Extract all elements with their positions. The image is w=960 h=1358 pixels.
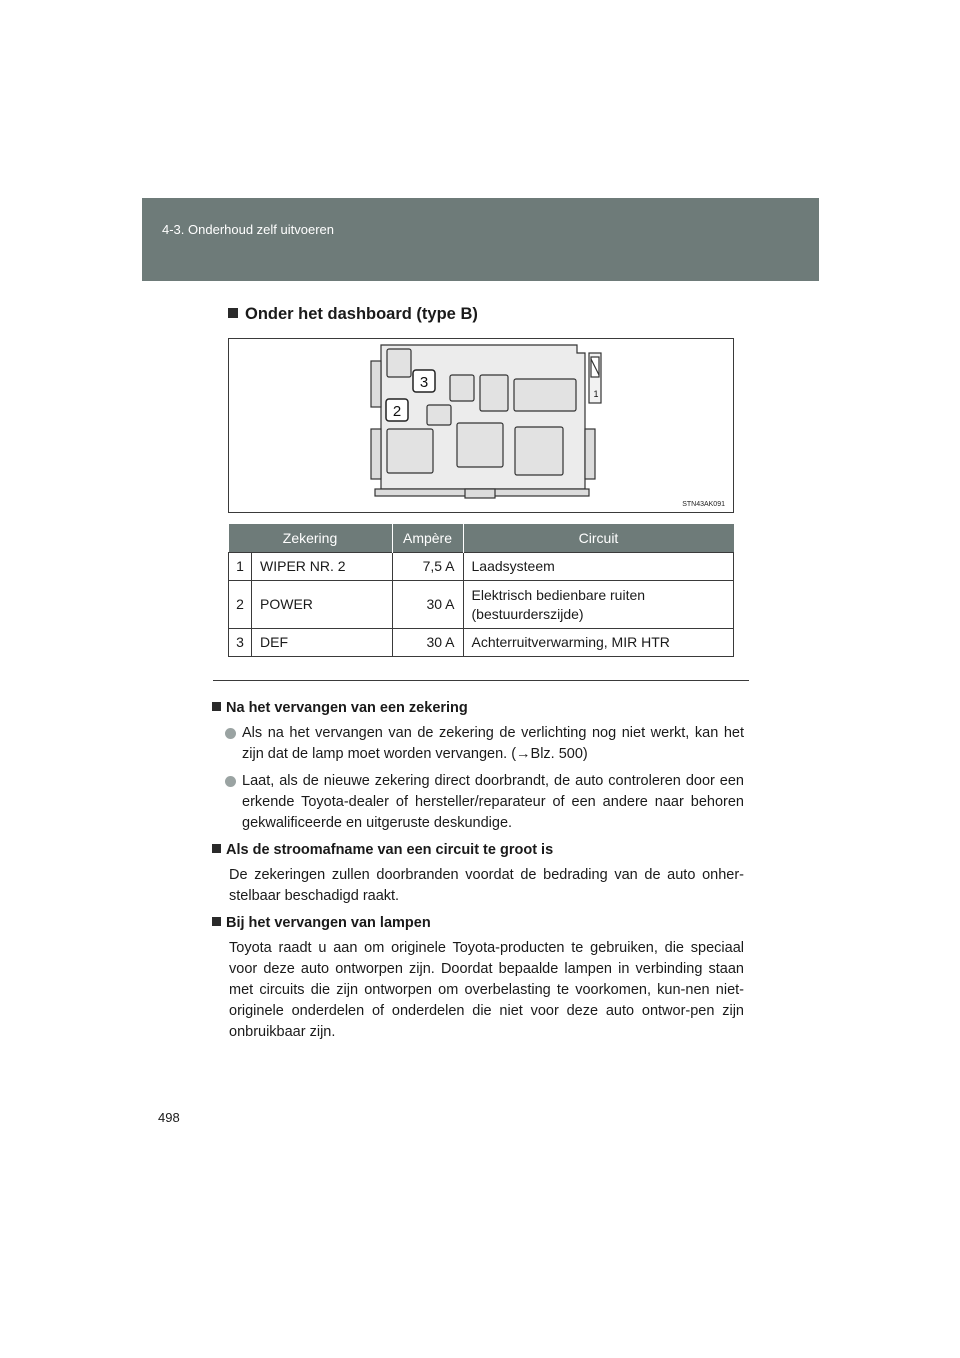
note-bullet xyxy=(212,723,744,765)
fuse-number: 3 xyxy=(229,629,252,657)
circle-bullet-icon xyxy=(225,728,236,739)
fuse-box-diagram xyxy=(228,338,734,513)
circuit-line: (bestuurderszijde) xyxy=(471,605,584,622)
circuit-line: Elektrisch bedienbare ruiten xyxy=(471,586,646,603)
note-heading xyxy=(212,913,744,934)
circle-bullet-icon xyxy=(225,776,236,787)
notes-section xyxy=(212,698,744,1049)
fuse-name: DEF xyxy=(252,629,393,657)
note-paragraph: De zekeringen zullen doorbranden voordat de bedrading van de auto onher-stelbaar beschadigd raakt. xyxy=(229,867,744,904)
note-heading xyxy=(212,840,744,861)
col-header-circuit: Circuit xyxy=(463,524,734,553)
square-bullet-icon xyxy=(212,917,221,926)
table-header-row xyxy=(229,524,734,553)
square-bullet-icon xyxy=(212,844,221,853)
note-bullet xyxy=(212,771,744,834)
note-paragraph: Toyota raadt u aan om originele Toyota-producten te gebruiken, die speciaal voor deze auto ontworpen zijn. Doordat bepaalde lampen in verbinding staan met circuits die zijn ontworpen om overbelasting te voorkomen, kun-nen niet-originele onderdelen of onderdelen die niet voor deze auto ontwor-pen zijn onbruikbaar zijn. xyxy=(229,940,744,1040)
heading-text: Onder het dashboard (type B) xyxy=(245,305,478,323)
table-row xyxy=(229,629,734,657)
fuse-amperage: 30 A xyxy=(392,581,463,629)
note-heading xyxy=(212,698,744,719)
fuse-amperage: 7,5 A xyxy=(392,553,463,581)
label-1: 1 xyxy=(593,389,599,399)
fuse-name: WIPER NR. 2 xyxy=(252,553,393,581)
circuit-line: Laadsysteem xyxy=(471,558,555,574)
fuse-number: 2 xyxy=(229,581,252,629)
fuse-amperage: 30 A xyxy=(392,629,463,657)
col-header-fuse: Zekering xyxy=(229,524,393,553)
circuit-line: Achterruitverwarming, MIR HTR xyxy=(471,634,670,650)
section-header-band xyxy=(142,198,819,281)
page-number: 498 xyxy=(158,1110,180,1125)
note-heading-text: Bij het vervangen van lampen xyxy=(226,915,431,931)
fuse-name: POWER xyxy=(252,581,393,629)
fuse-box-illustration xyxy=(229,339,733,512)
square-bullet-icon xyxy=(228,308,238,318)
page-heading xyxy=(228,305,478,324)
fuse-number: 1 xyxy=(229,553,252,581)
section-divider xyxy=(213,680,749,681)
label-2: 2 xyxy=(392,403,402,420)
note-heading-text: Na het vervangen van een zekering xyxy=(226,700,468,716)
note-bullet-text: Als na het vervangen van de zekering de verlichting nog niet werkt, kan het zijn dat de lamp moet worden vervangen. (→Blz. 500) xyxy=(242,725,744,762)
fuse-table xyxy=(228,524,734,657)
col-header-amp: Ampère xyxy=(392,524,463,553)
label-3: 3 xyxy=(419,374,429,391)
note-bullet-text: Laat, als de nieuwe zekering direct doorbrandt, de auto controleren door een erkende Toyota-dealer of hersteller/reparateur of een andere naar behoren gekwalificeerde en uitgeruste deskundige. xyxy=(242,773,744,831)
note-heading-text: Als de stroomafname van een circuit te groot is xyxy=(226,842,554,858)
figure-code: STN43AK091 xyxy=(682,501,725,508)
fuse-circuit xyxy=(463,553,734,581)
section-title: 4-3. Onderhoud zelf uitvoeren xyxy=(162,222,334,237)
fuse-circuit xyxy=(463,629,734,657)
square-bullet-icon xyxy=(212,702,221,711)
table-row xyxy=(229,553,734,581)
table-row xyxy=(229,581,734,629)
fuse-circuit xyxy=(463,581,734,629)
